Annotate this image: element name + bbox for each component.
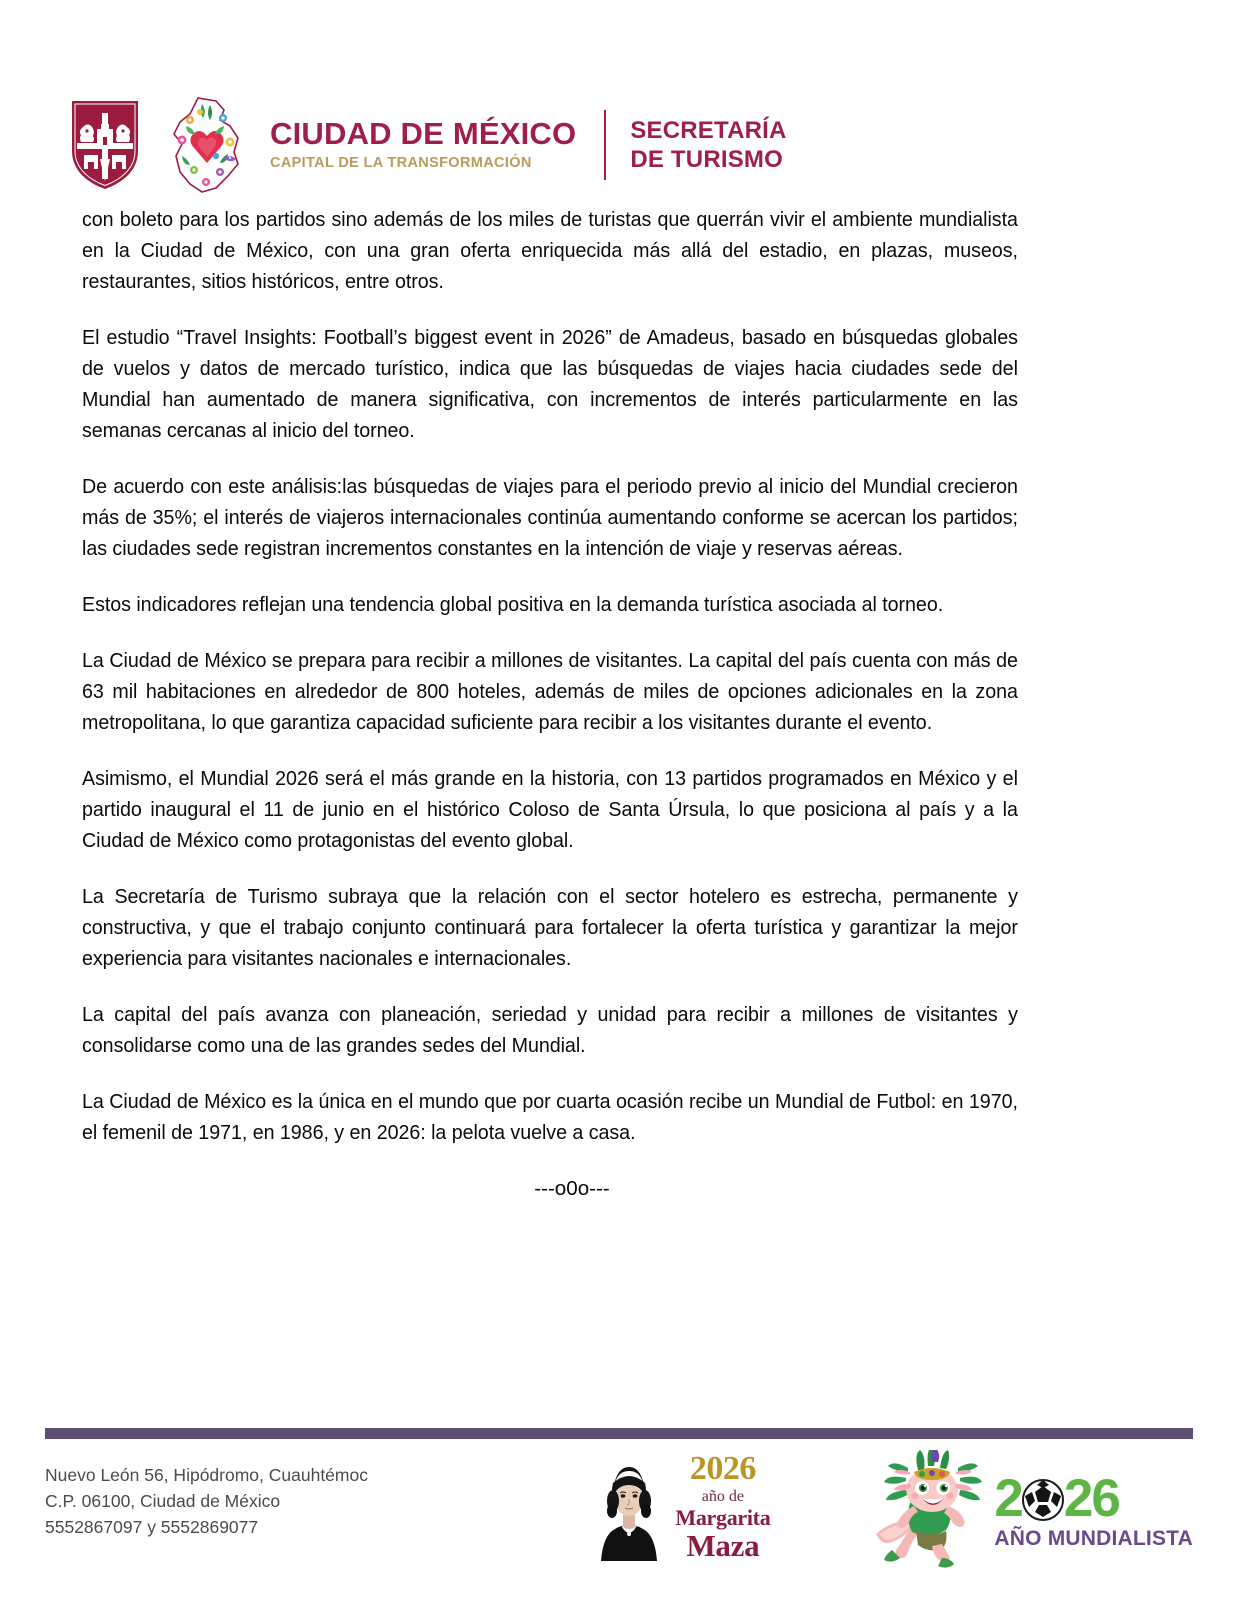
ano-mundialista-text: [994, 1469, 1193, 1550]
cdmx-map-heart-icon: [168, 96, 246, 194]
address-phone-numbers: 5552867097 y 5552869077: [45, 1517, 259, 1537]
wordmark-subtitle: CAPITAL DE LA TRANSFORMACIÓN: [270, 155, 532, 172]
body-paragraph: La capital del país avanza con planeación, seriedad y unidad para recibir a millones de visitantes y consolidarse como una de las grandes sedes del Mundial.: [82, 1003, 1018, 1057]
mundialista-caption: AÑO MUNDIALISTA: [994, 1526, 1193, 1550]
wordmark-title: CIUDAD DE MÉXICO: [270, 115, 577, 151]
maza-name-first: Margarita: [675, 1505, 771, 1530]
body-paragraph: La Ciudad de México es la única en el mundo que por cuarta ocasión recibe un Mundial de Futbol: en 1970, el femenil de 1971, en 1986, y en 2026: la pelota vuelve a casa.: [82, 1090, 1018, 1144]
maza-name-last: Maza: [686, 1528, 760, 1563]
secretaria-line-2: DE TURISMO: [630, 146, 783, 173]
margarita-maza-text: [675, 1452, 770, 1561]
body-paragraph: Asimismo, el Mundial 2026 será el más grande en la historia, con 13 partidos programados en México y el partido inaugural el 11 de junio en el histórico Coloso de Santa Úrsula, lo que posiciona al país y a la Ciudad de México como protagonistas del evento global.: [82, 767, 1018, 852]
document-header: [70, 95, 787, 195]
secretaria-wordmark: [630, 116, 786, 175]
footer-divider-bar: [45, 1428, 1193, 1439]
header-divider: [604, 110, 606, 180]
address-line-1: Nuevo León 56, Hipódromo, Cuauhtémoc: [45, 1465, 368, 1485]
document-footer: [45, 1448, 1193, 1588]
mundialista-year: [994, 1469, 1193, 1529]
body-paragraph: La Ciudad de México se prepara para recibir a millones de visitantes. La capital del país cuenta con más de 63 mil habitaciones en alrededor de 800 hoteles, además de miles de opciones adicionales en la zona metropolitana, lo que garantiza capacidad suficiente para recibir a los visitantes durante el evento.: [82, 649, 1018, 734]
margarita-maza-portrait-icon: [593, 1453, 665, 1561]
body-paragraph: La Secretaría de Turismo subraya que la relación con el sector hotelero es estrecha, permanente y constructiva, y que el trabajo conjunto continuará para fortalecer la oferta turística y garantizar la mejor experiencia para visitantes nacionales e internacionales.: [82, 885, 1018, 970]
secretaria-line-1: SECRETARÍA: [630, 116, 787, 144]
closing-mark: ---o0o---: [534, 1177, 610, 1200]
cdmx-wordmark: [270, 115, 577, 173]
body-paragraph: con boleto para los partidos sino además de los miles de turistas que querrán vivir el ambiente mundialista en la Ciudad de México, con una gran oferta enriquecida más allá del estadio, en plazas, museos, restaurantes, sitios históricos, entre otros.: [82, 208, 1018, 293]
mundialista-year-left: 2: [994, 1469, 1022, 1529]
cdmx-coat-of-arms-icon: [70, 99, 140, 191]
margarita-maza-logo: [593, 1452, 770, 1561]
axolotl-mascot-icon: [870, 1450, 988, 1574]
body-paragraph: De acuerdo con este análisis:las búsquedas de viajes para el periodo previo al inicio del Mundial crecieron más de 35%; el interés de viajeros internacionales continúa aumentando conforme se acercan los partidos; las ciudades sede registran incrementos constantes en la intención de viaje y reservas aéreas.: [82, 475, 1018, 560]
address-line-2: C.P. 06100, Ciudad de México: [45, 1491, 281, 1511]
footer-address: [45, 1448, 368, 1540]
soccer-ball-icon: [1021, 1478, 1065, 1522]
maza-ano-de: año de: [701, 1488, 744, 1505]
body-paragraph: Estos indicadores reflejan una tendencia global positiva en la demanda turística asociada al torneo.: [82, 593, 944, 616]
maza-year: 2026: [689, 1450, 756, 1487]
document-body: [82, 204, 1062, 1204]
mundialista-year-right: 26: [1063, 1469, 1119, 1529]
ano-mundialista-logo: [870, 1450, 1193, 1574]
body-paragraph: El estudio “Travel Insights: Football’s biggest event in 2026” de Amadeus, basado en búsquedas globales de vuelos y datos de mercado turístico, indica que las búsquedas de viajes hacia ciudades sede del Mundial han aumentado de manera significativa, con incrementos de interés particularmente en las semanas cercanas al inicio del torneo.: [82, 326, 1018, 442]
